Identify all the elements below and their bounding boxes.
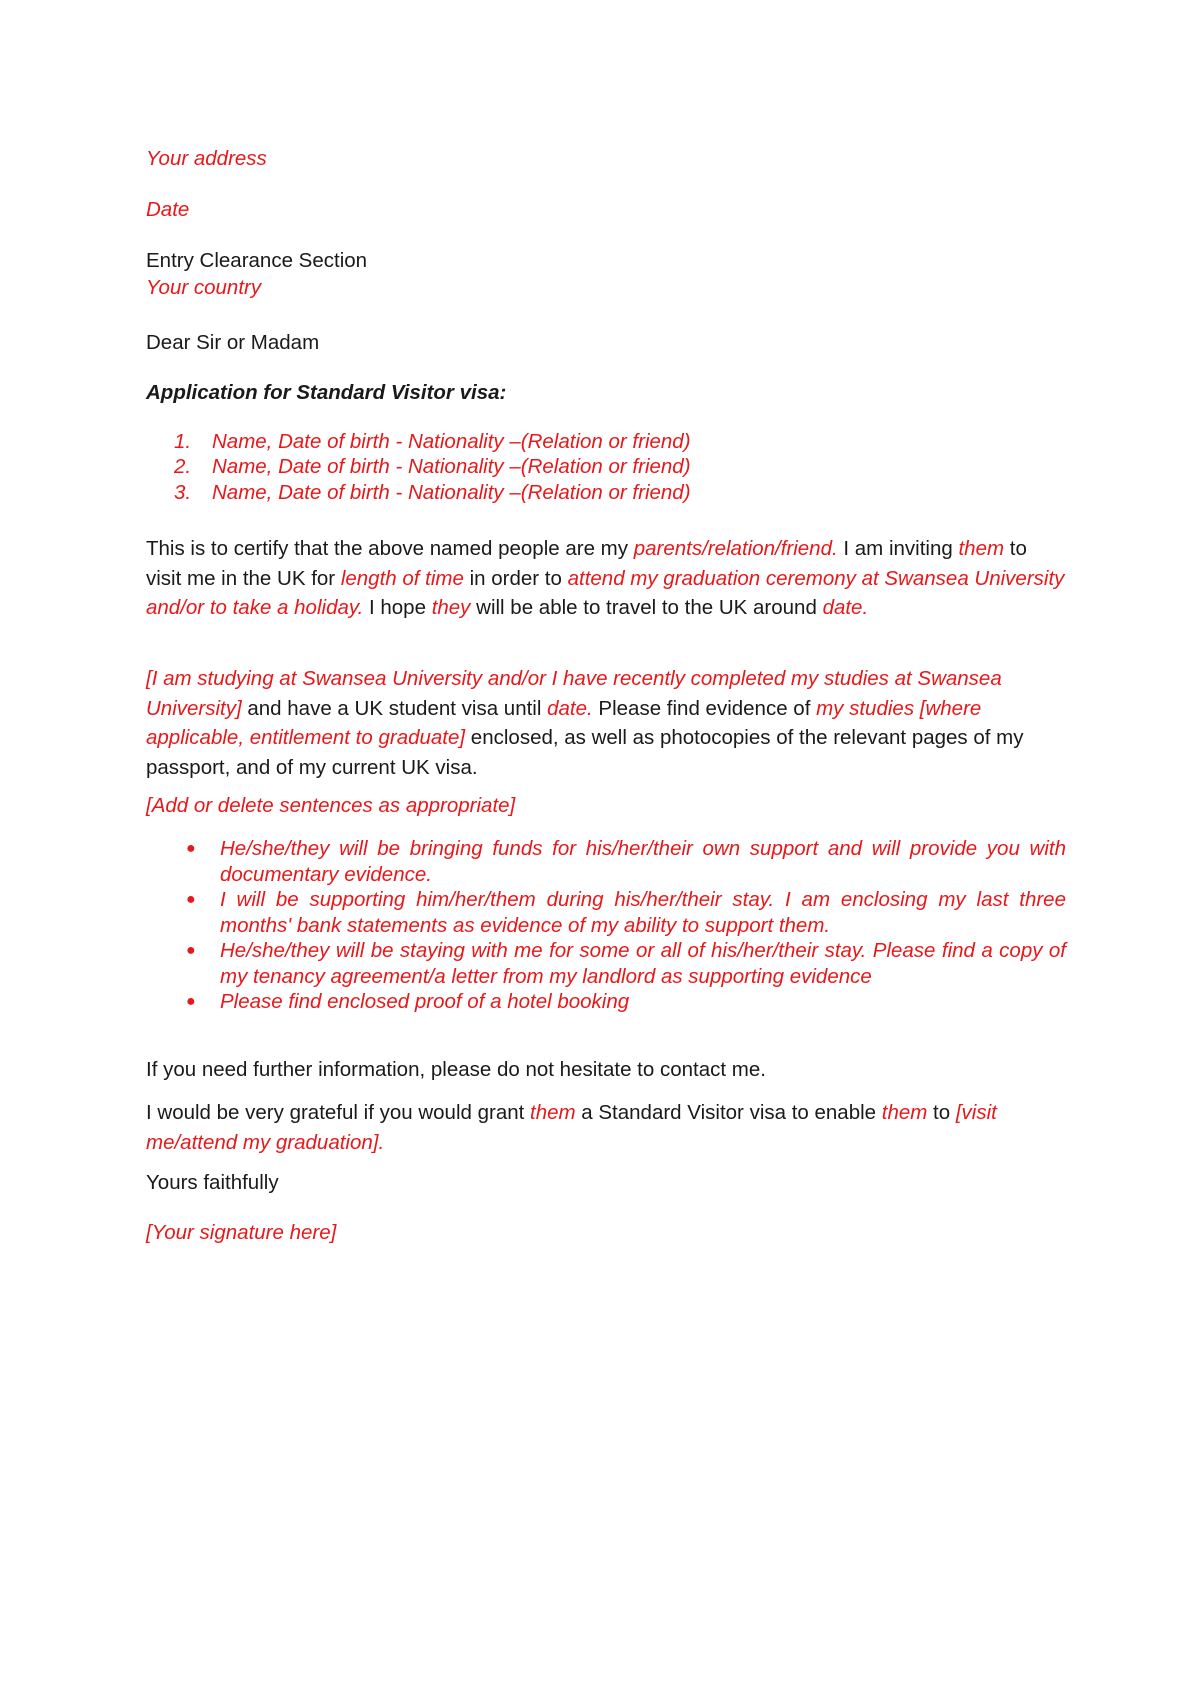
pronoun-placeholder: them [958, 537, 1005, 560]
pronoun-placeholder: they [431, 596, 471, 619]
bullet-item [186, 836, 1066, 887]
purpose-placeholder: attend my graduation ceremony at Swansea University and/or to take a holiday. [146, 566, 1065, 619]
para-text: in order to [463, 566, 568, 590]
applicant-list-item [174, 429, 691, 455]
applicant-text: Name, Date of birth - Nationality –(Relation or friend) [212, 455, 691, 478]
para-text: to [927, 1101, 956, 1124]
para-text: I am inviting [837, 537, 959, 560]
bullet-item [186, 887, 1066, 938]
evidence-placeholder: my studies [where applicable, entitlement to graduate] [146, 696, 982, 749]
bullet-text: He/she/they will be staying with me for some or all of his/her/their stay. Please find a copy of my tenancy agreement/a letter from my landlord as supporting evidence [220, 939, 1066, 988]
recipient-section: Entry Clearance Section [146, 249, 368, 272]
sender-address-placeholder: Your address [146, 147, 267, 170]
para-text: enclosed, as well as photocopies of the relevant pages of my passport, and of my current UK visa. [146, 726, 1024, 779]
para-text: This is to certify that the above named people are my [146, 537, 634, 560]
list-number: 3. [174, 481, 192, 504]
bullet-text: He/she/they will be bringing funds for his/her/their own support and will provide you with documentary evidence. [220, 837, 1066, 886]
bullet-icon: ● [186, 840, 196, 857]
applicant-text: Name, Date of birth - Nationality –(Relation or friend) [212, 481, 691, 504]
subject-line: Application for Standard Visitor visa: [146, 381, 507, 404]
bullet-icon: ● [186, 942, 196, 959]
salutation: Dear Sir or Madam [146, 331, 320, 354]
recipient-country-placeholder: Your country [146, 276, 262, 299]
purpose-placeholder: [visit me/attend my graduation]. [146, 1101, 997, 1154]
study-status-placeholder: [I am studying at Swansea University and/or I have recently completed my studies at Swansea University] [146, 667, 1002, 720]
para-text: will be able to travel to the UK around [470, 596, 823, 619]
invitation-paragraph [146, 534, 1066, 623]
pronoun-placeholder: them [881, 1101, 928, 1124]
further-info-line: If you need further information, please do not hesitate to contact me. [146, 1058, 766, 1081]
date-placeholder: Date [146, 198, 190, 221]
bullet-icon: ● [186, 993, 196, 1010]
relationship-placeholder: parents/relation/friend. [633, 537, 838, 560]
bullet-item [186, 989, 1066, 1015]
list-number: 2. [174, 455, 192, 478]
pronoun-placeholder: them [530, 1101, 576, 1124]
para-text: a Standard Visitor visa to enable [575, 1101, 882, 1124]
applicant-list-item [174, 480, 691, 506]
para-text: to visit me in the UK for [146, 537, 1027, 590]
para-text: Please find evidence of [592, 696, 817, 720]
bullet-item [186, 938, 1066, 989]
travel-date-placeholder: date. [822, 596, 869, 619]
bullet-text: Please find enclosed proof of a hotel booking [220, 990, 630, 1013]
student-status-paragraph [146, 664, 1066, 782]
applicant-text: Name, Date of birth - Nationality –(Relation or friend) [212, 430, 691, 453]
para-text: and have a UK student visa until [241, 696, 548, 720]
duration-placeholder: length of time [340, 566, 464, 590]
bullet-icon: ● [186, 891, 196, 908]
list-number: 1. [174, 430, 192, 453]
signature-placeholder: [Your signature here] [146, 1221, 337, 1244]
closing: Yours faithfully [146, 1171, 279, 1194]
para-text: I would be very grateful if you would grant [146, 1101, 531, 1124]
applicant-list-item [174, 454, 691, 480]
para-text: I hope [363, 596, 432, 619]
request-paragraph [146, 1098, 1066, 1157]
add-delete-note: [Add or delete sentences as appropriate] [146, 794, 516, 817]
visa-date-placeholder: date. [547, 696, 593, 720]
bullet-text: I will be supporting him/her/them during his/her/their stay. I am enclosing my last three months' bank statements as evidence of my ability to support them. [220, 888, 1066, 937]
